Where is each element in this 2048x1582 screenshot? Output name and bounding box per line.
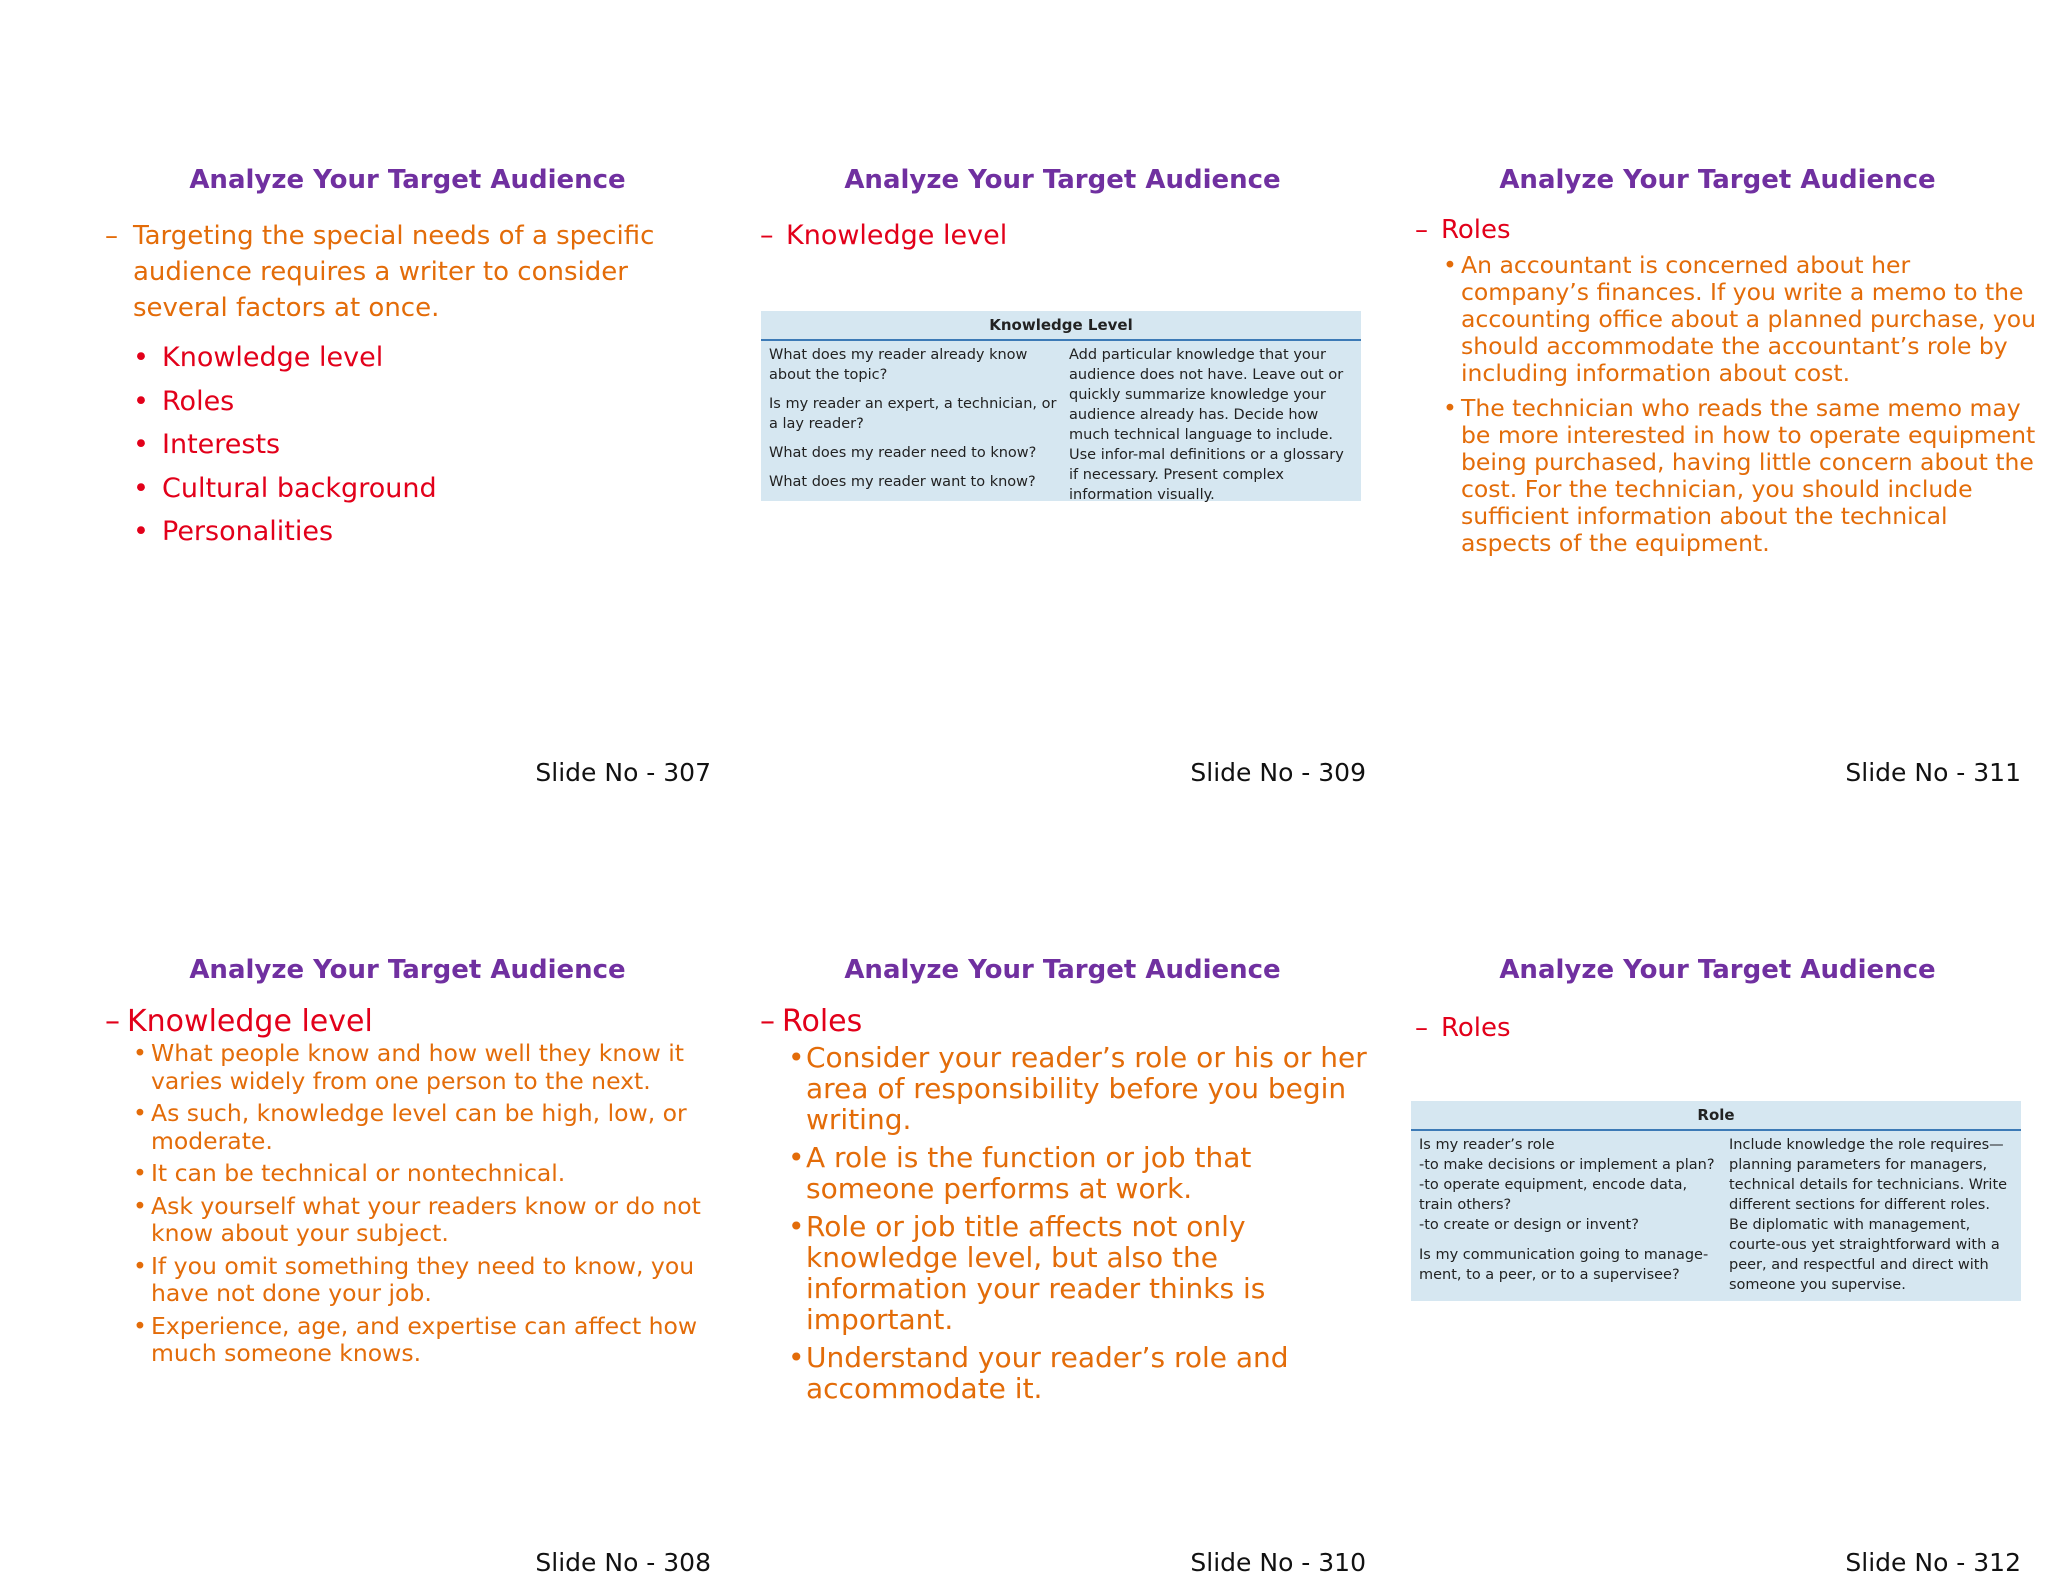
table-questions bbox=[769, 345, 1069, 505]
section-heading: – Roles bbox=[1415, 215, 1511, 245]
list-item: • Roles bbox=[133, 385, 235, 417]
section-heading: – Roles bbox=[760, 1004, 863, 1039]
knowledge-level-table bbox=[761, 311, 1361, 501]
slide-title: Analyze Your Target Audience bbox=[844, 955, 1281, 985]
table-cell: What does my reader want to know? bbox=[769, 474, 1036, 490]
table-header: Role bbox=[1411, 1101, 2021, 1131]
section-heading: – Knowledge level bbox=[105, 1004, 373, 1039]
list-item: • Experience, age, and expertise can affect how much someone knows. bbox=[133, 1311, 698, 1367]
table-guidance bbox=[1729, 1135, 2013, 1295]
table-header: Knowledge Level bbox=[761, 311, 1361, 341]
list-item: • If you omit something they need to know, you have not done your job. bbox=[133, 1251, 695, 1307]
list-item: • Interests bbox=[133, 429, 281, 460]
list-item: • Knowledge level bbox=[133, 342, 384, 373]
table-cell: Is my reader’s role -to make decisions or implement a plan? -to operate equipment, encode data, train others? -to create or design or invent? bbox=[1419, 1137, 1715, 1233]
slide-310 bbox=[755, 950, 1410, 1582]
role-table bbox=[1411, 1101, 2021, 1301]
slide-number: Slide No - 311 bbox=[1845, 758, 2021, 787]
table-guidance bbox=[1069, 345, 1353, 505]
table-cell: What does my reader need to know? bbox=[769, 445, 1037, 461]
slide-number: Slide No - 312 bbox=[1845, 1548, 2021, 1577]
slide-number: Slide No - 309 bbox=[1190, 758, 1366, 787]
slide-308 bbox=[100, 950, 755, 1582]
list-item: • It can be technical or nontechnical. bbox=[133, 1159, 566, 1187]
slide-307 bbox=[100, 160, 755, 810]
slide-number: Slide No - 308 bbox=[535, 1548, 711, 1577]
slide-311 bbox=[1410, 160, 2048, 810]
list-item: • Consider your reader’s role or his or her area of responsibility before you begin writing. bbox=[788, 1041, 1367, 1136]
list-item: • Personalities bbox=[133, 516, 334, 547]
table-questions bbox=[1419, 1135, 1729, 1295]
roles-list bbox=[788, 1042, 1388, 1411]
table-cell: Is my reader an expert, a technician, or a lay reader? bbox=[769, 396, 1057, 432]
table-cell: Include knowledge the role requires—planning parameters for managers, technical details for technicians. Write different sections for different roles. Be diplomatic with management, courte-ous yet straightforward with a peer, and respectful and direct with someone you supervise. bbox=[1729, 1137, 2008, 1293]
slide-title: Analyze Your Target Audience bbox=[189, 165, 626, 195]
slide-312 bbox=[1410, 950, 2048, 1582]
slide-number: Slide No - 307 bbox=[535, 758, 711, 787]
table-cell: What does my reader already know about the topic? bbox=[769, 347, 1028, 383]
slide-309 bbox=[755, 160, 1410, 810]
slide-number: Slide No - 310 bbox=[1190, 1548, 1366, 1577]
section-heading: – Roles bbox=[1415, 1013, 1511, 1043]
table-cell: Is my communication going to manage-ment, to a peer, or to a supervisee? bbox=[1419, 1247, 1709, 1283]
table-cell: Add particular knowledge that your audience does not have. Leave out or quickly summarize knowledge your audience already has. Decide how much technical language to include. Use infor-mal definitions or a glossary if necessary. Present complex information visually. bbox=[1069, 347, 1344, 503]
section-heading: – Knowledge level bbox=[760, 220, 1008, 251]
list-item: • As such, knowledge level can be high, low, or moderate. bbox=[133, 1099, 687, 1155]
slide-title: Analyze Your Target Audience bbox=[189, 955, 626, 985]
list-item: • Role or job title affects not only knowledge level, but also the information your reader thinks is important. bbox=[788, 1210, 1266, 1336]
list-item: • A role is the function or job that someone performs at work. bbox=[788, 1141, 1252, 1205]
factor-list bbox=[133, 336, 437, 554]
roles-list bbox=[1443, 252, 2043, 565]
list-item: • The technician who reads the same memo may be more interested in how to operate equipment being purchased, having little concern about the cost. For the technician, you should include sufficient information about the technical aspects of the equipment. bbox=[1443, 394, 2036, 557]
slide-title: Analyze Your Target Audience bbox=[844, 165, 1281, 195]
list-item: • An accountant is concerned about her company’s finances. If you write a memo to the accounting office about a planned purchase, you should accommodate the accountant’s role by including information about cost. bbox=[1443, 251, 2036, 387]
intro-text: – Targeting the special needs of a specific audience requires a writer to consider several factors at once. bbox=[105, 221, 655, 323]
list-item: • Cultural background bbox=[133, 472, 437, 504]
slide-title: Analyze Your Target Audience bbox=[1499, 165, 1936, 195]
slide-title: Analyze Your Target Audience bbox=[1499, 955, 1936, 985]
knowledge-list bbox=[133, 1040, 733, 1373]
list-item: • Understand your reader’s role and accommodate it. bbox=[788, 1341, 1289, 1405]
list-item: • Ask yourself what your readers know or do not know about your subject. bbox=[133, 1191, 701, 1247]
list-item: • What people know and how well they know it varies widely from one person to the next. bbox=[133, 1039, 685, 1095]
